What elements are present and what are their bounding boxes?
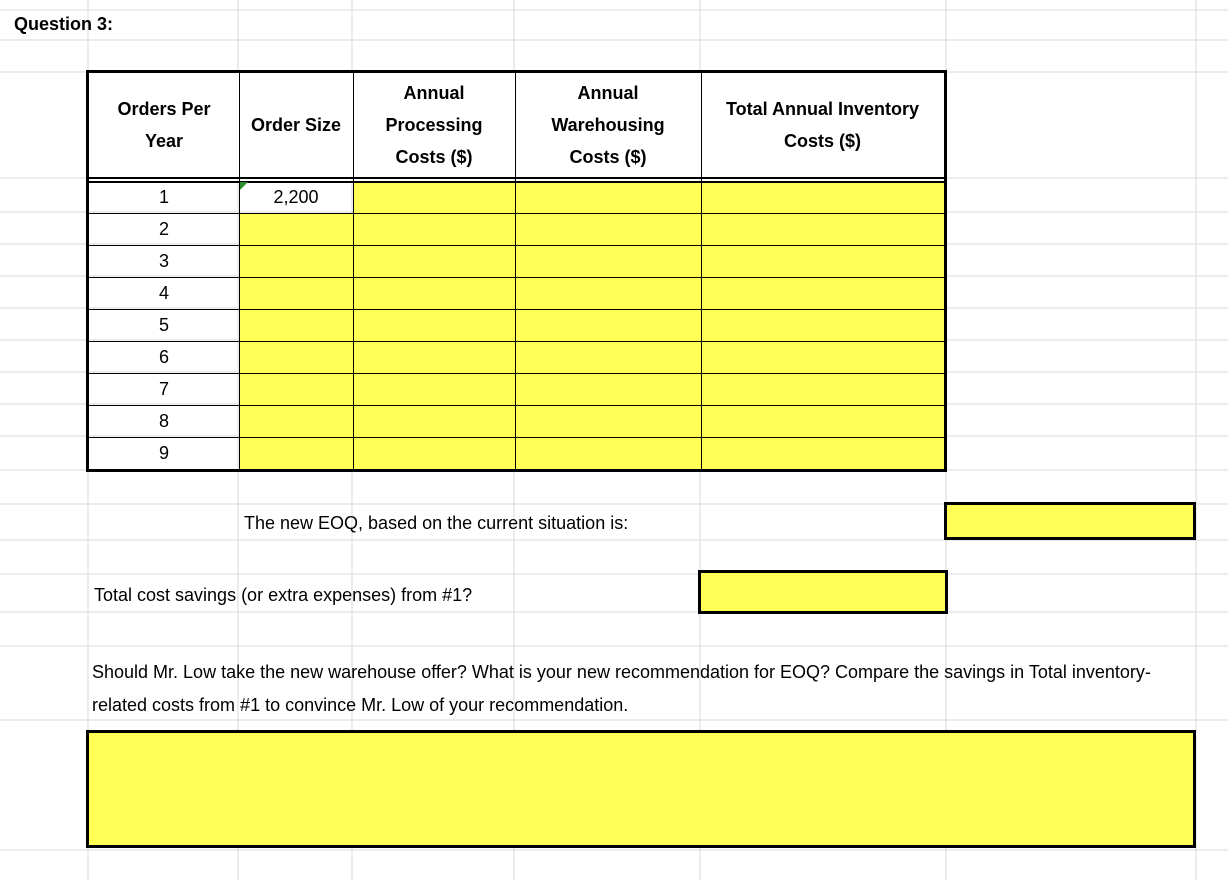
orders-per-year-cell: 1: [158, 187, 169, 207]
orders-per-year-cell: 5: [158, 315, 169, 335]
answer-cell[interactable]: [353, 309, 515, 341]
answer-cell[interactable]: [701, 373, 944, 405]
answer-cell[interactable]: [353, 437, 515, 469]
answer-cell[interactable]: [515, 213, 701, 245]
orders-per-year-cell: 4: [158, 283, 169, 303]
eoq-label: The new EOQ, based on the current situation is:: [244, 513, 629, 533]
orders-per-year-cell: 6: [158, 347, 169, 367]
savings-label: Total cost savings (or extra expenses) from #1?: [94, 585, 473, 605]
sheet-title: Question 3:: [14, 14, 114, 34]
answer-cell[interactable]: [701, 213, 944, 245]
answer-cell[interactable]: [239, 309, 353, 341]
answer-cell[interactable]: [353, 213, 515, 245]
answer-cell[interactable]: [239, 245, 353, 277]
column-header-line: Orders Per: [117, 99, 211, 119]
answer-cell[interactable]: [701, 277, 944, 309]
column-header-4: [701, 73, 944, 177]
answer-cell[interactable]: [239, 213, 353, 245]
column-header-line: Costs ($): [783, 131, 861, 151]
column-header-0: [89, 73, 239, 177]
answer-cell[interactable]: [353, 373, 515, 405]
column-divider: [353, 73, 354, 469]
answer-cell[interactable]: [515, 245, 701, 277]
answer-cell[interactable]: [515, 405, 701, 437]
orders-per-year-cell: 8: [158, 411, 169, 431]
header-divider: [89, 177, 944, 179]
column-header-line: Order Size: [250, 115, 342, 135]
answer-cell[interactable]: [239, 341, 353, 373]
answer-cell[interactable]: [239, 437, 353, 469]
answer-cell[interactable]: [353, 405, 515, 437]
answer-cell[interactable]: [239, 405, 353, 437]
column-header-line: Total Annual Inventory: [725, 99, 919, 119]
answer-cell[interactable]: [701, 341, 944, 373]
answer-cell[interactable]: [701, 405, 944, 437]
answer-cell[interactable]: [239, 373, 353, 405]
column-divider: [701, 73, 702, 469]
answer-cell[interactable]: [239, 277, 353, 309]
column-header-line: Warehousing: [551, 115, 665, 135]
column-divider: [515, 73, 516, 469]
inventory-cost-table: [86, 70, 947, 472]
answer-cell[interactable]: [353, 341, 515, 373]
savings-answer-cell[interactable]: [698, 570, 948, 614]
column-header-line: Year: [144, 131, 184, 151]
answer-cell[interactable]: [515, 277, 701, 309]
answer-cell[interactable]: [701, 437, 944, 469]
column-header-line: Costs ($): [395, 147, 473, 167]
column-header-line: Costs ($): [569, 147, 647, 167]
answer-cell[interactable]: [515, 309, 701, 341]
answer-cell[interactable]: [515, 437, 701, 469]
answer-cell[interactable]: [353, 245, 515, 277]
column-divider: [239, 73, 240, 469]
orders-per-year-cell: 2: [158, 219, 169, 239]
column-header-line: Processing: [385, 115, 483, 135]
column-header-line: Annual: [403, 83, 465, 103]
column-header-3: [515, 73, 701, 177]
orders-per-year-cell: 9: [158, 443, 169, 463]
answer-cell[interactable]: [701, 181, 944, 213]
answer-cell[interactable]: [515, 341, 701, 373]
answer-cell[interactable]: [701, 309, 944, 341]
cell-comment-indicator-icon: [240, 182, 248, 190]
column-header-2: [353, 73, 515, 177]
column-header-1: [239, 73, 353, 177]
orders-per-year-cell: 7: [158, 379, 169, 399]
eoq-answer-cell[interactable]: [944, 502, 1196, 540]
column-header-line: Annual: [577, 83, 639, 103]
answer-cell[interactable]: [353, 181, 515, 213]
order-size-cell: 2,200: [273, 187, 319, 207]
answer-cell[interactable]: [515, 373, 701, 405]
orders-per-year-cell: 3: [158, 251, 169, 271]
answer-cell[interactable]: [515, 181, 701, 213]
recommendation-answer-cell[interactable]: [86, 730, 1196, 848]
answer-cell[interactable]: [701, 245, 944, 277]
recommendation-question: Should Mr. Low take the new warehouse offer? What is your new recommendation for EOQ? Compare the savings in Total inventory-related costs from #1 to convince Mr. Low of your recommendation.: [92, 662, 1151, 715]
answer-cell[interactable]: [353, 277, 515, 309]
